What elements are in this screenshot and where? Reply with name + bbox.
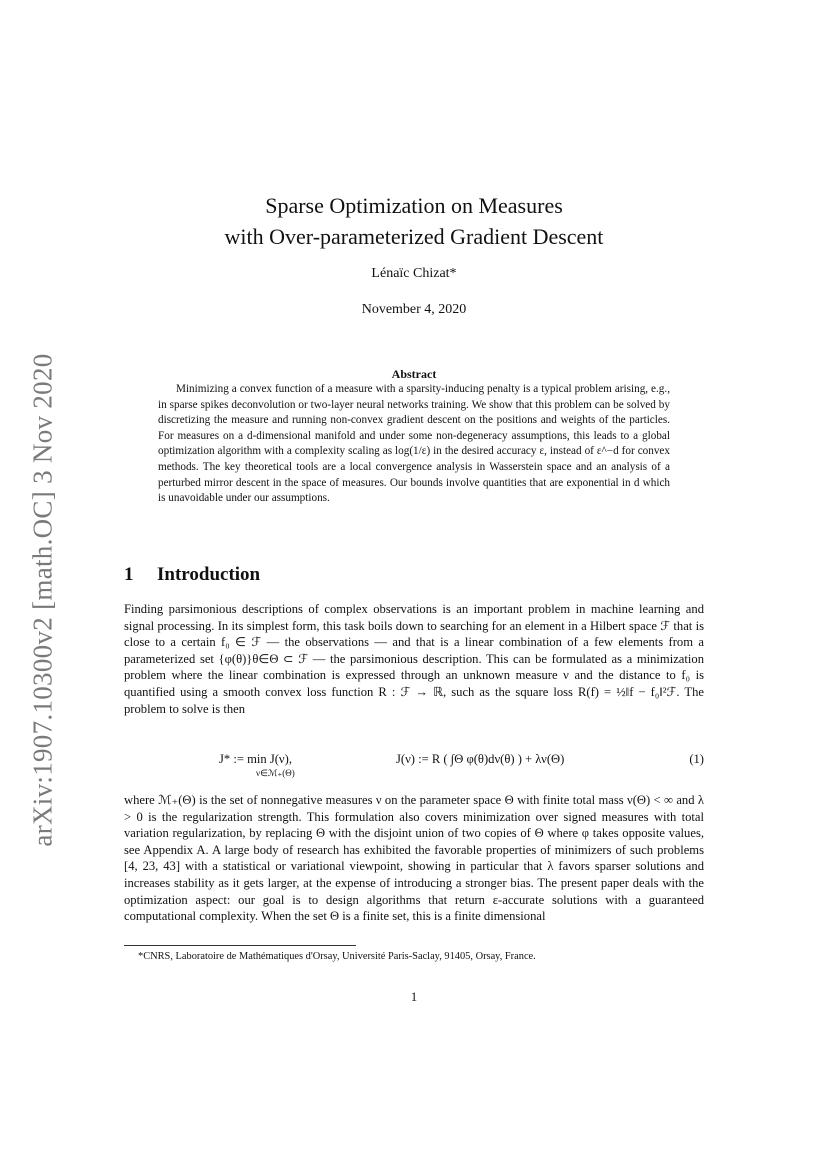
section-number: 1 <box>124 564 134 585</box>
equation-lhs-subscript: ν∈ℳ₊(Θ) <box>256 768 295 778</box>
abstract <box>158 382 670 507</box>
paper-title-line-2: with Over-parameterized Gradient Descent <box>224 224 604 249</box>
intro-paragraph-2 <box>124 792 704 925</box>
equation-number: (1) <box>689 752 704 766</box>
arxiv-identifier <box>18 330 68 870</box>
section-title: Introduction <box>157 564 261 585</box>
footnote-rule <box>124 945 356 946</box>
page-number: 1 <box>410 990 418 1004</box>
equation-lhs: J* := min J(ν), <box>219 752 292 766</box>
intro-paragraph-1-text: Finding parsimonious descriptions of complex observations is an important problem in machine learning and signal processing. In its simplest form, this task boils down to searching for an element in a Hilbert space ℱ that is close to a certain f₀ ∈ ℱ — the observations — and that is a linear combination of a few elements from a parameterized set {φ(θ)}θ∈Θ ⊂ ℱ — the parsimonious description. This can be formulated as a minimization problem where the linear combination is expressed through an unknown measure ν and the distance to f₀ is quantified using a smooth convex loss function R : ℱ → ℝ, such as the square loss R(f) = ½‖f − f₀‖²ℱ. The problem to solve is then <box>124 602 704 716</box>
equation-1 <box>124 746 704 786</box>
date: November 4, 2020 <box>361 302 467 317</box>
arxiv-identifier-text: arXiv:1907.10300v2 [math.OC] 3 Nov 2020 <box>27 353 58 847</box>
abstract-heading: Abstract <box>391 367 437 381</box>
author: Lénaïc Chizat* <box>371 266 457 281</box>
intro-paragraph-1 <box>124 601 704 717</box>
equation-rhs: J(ν) := R ( ∫Θ φ(θ)dν(θ) ) + λν(Θ) <box>396 752 565 766</box>
intro-paragraph-2-text: where ℳ₊(Θ) is the set of nonnegative measures ν on the parameter space Θ with finite total mass ν(Θ) < ∞ and λ > 0 is the regularization strength. This formulation also covers minimization over signed measures with total variation regularization, by replacing Θ with the disjoint union of two copies of Θ where φ takes opposite values, see Appendix A. A large body of research has exhibited the favorable properties of minimizers of such problems [4, 23, 43] with a statistical or variational viewpoint, showing in particular that λ favors sparser solutions and increases stability as it gets larger, at the expense of introducing a stronger bias. The present paper deals with the optimization aspect: our goal is to design algorithms that return ε-accurate solutions with a guaranteed computational complexity. When the set Θ is a finite set, this is a finite dimensional <box>124 793 704 924</box>
footnote: *CNRS, Laboratoire de Mathématiques d'Orsay, Université Paris-Saclay, 91405, Orsay, France. <box>138 951 536 962</box>
abstract-text: Minimizing a convex function of a measure with a sparsity-inducing penalty is a typical problem arising, e.g., in sparse spikes deconvolution or two-layer neural networks training. We show that this problem can be solved by discretizing the measure and running non-convex gradient descent on the positions and weights of the particles. For measures on a d-dimensional manifold and under some non-degeneracy assumptions, this leads to a global optimization algorithm with a complexity scaling as log(1/ε) in the desired accuracy ε, instead of ε^−d for convex methods. The key theoretical tools are a local convergence analysis in Wasserstein space and an analysis of a perturbed mirror descent in the space of measures. Our bounds involve quantities that are exponential in d which is unavoidable under our assumptions. <box>158 383 670 505</box>
paper-title-line-1: Sparse Optimization on Measures <box>265 193 563 218</box>
section-heading <box>124 564 260 586</box>
